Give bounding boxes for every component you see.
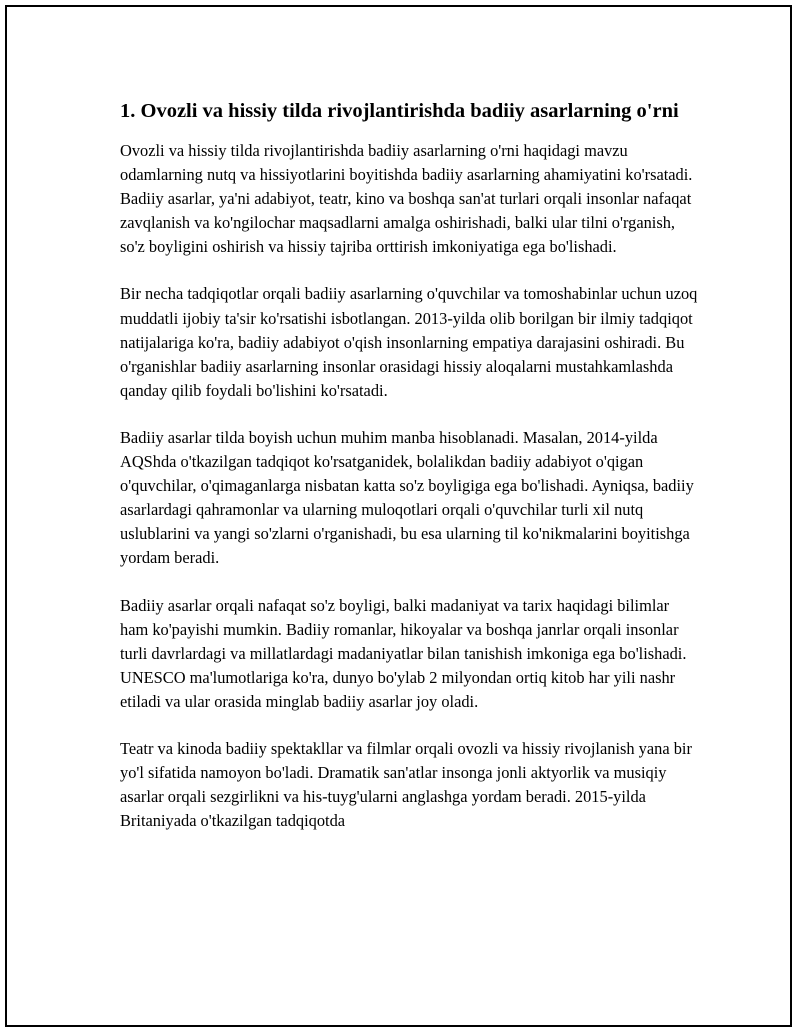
paragraph-5: Teatr va kinoda badiiy spektakllar va filmlar orqali ovozli va hissiy rivojlanish yana bir yo'l sifatida namoyon bo'ladi. Dramatik san'atlar insonga jonli aktyorlik va musiqiy asarlar orqali sezgirlikni va his-tuyg'ularni anglashga yordam beradi. 2015-yilda Britaniyada o'tkazilgan tadqiqotda [120,738,692,831]
document-body [120,97,700,856]
paragraph-1: Ovozli va hissiy tilda rivojlantirishda badiiy asarlarning o'rni haqidagi mavzu odamlarning nutq va hissiyotlarini boyitishda badiiy asarlarning ahamiyatini ko'rsatadi. Badiiy asarlar, ya'ni adabiyot, teatr, kino va boshqa san'at turlari orqali insonlar nafaqat zavqlanish va ko'ngilochar maqsadlarni amalga oshirishadi, balki ular tilni o'rganish, so'z boyligini oshirish va hissiy tajriba orttirish imkoniyatiga ega bo'lishadi. [120,141,693,257]
paragraph-4: Badiiy asarlar orqali nafaqat so'z boyligi, balki madaniyat va tarix haqidagi bilimlar ham ko'payishi mumkin. Badiiy romanlar, hikoyalar va boshqa janrlar orqali insonlar turli davrlardagi va millatlardagi madaniyatlar bilan tanishish imkoniga ega bo'lishadi. UNESCO ma'lumotlariga ko'ra, dunyo bo'ylab 2 milyondan ortiq kitob har yili nashr etiladi va ular orasida minglab badiiy asarlar joy oladi. [120,595,687,711]
page-frame [5,5,792,1027]
paragraph-2: Bir necha tadqiqotlar orqali badiiy asarlarning o'quvchilar va tomoshabinlar uchun uzoq muddatli ijobiy ta'sir ko'rsatishi isbotlangan. 2013-yilda olib borilgan bir ilmiy tadqiqot natijalariga ko'ra, badiiy adabiyot o'qish insonlarning empatiya darajasini oshiradi. Bu o'rganishlar badiiy asarlarning insonlar orasidagi hissiy aloqalarni mustahkamlashda qanday qilib foydali bo'lishini ko'rsatadi. [120,284,698,400]
section-heading: 1. Ovozli va hissiy tilda rivojlantirishda badiiy asarlarning o'rni [120,100,679,122]
paragraph-3: Badiiy asarlar tilda boyish uchun muhim manba hisoblanadi. Masalan, 2014-yilda AQShda o'tkazilgan tadqiqot ko'rsatganidek, bolalikdan badiiy adabiyot o'qigan o'quvchilar, o'qimaganlarga nisbatan katta so'z boyligiga ega bo'lishadi. Ayniqsa, badiiy asarlardagi qahramonlar va ularning muloqotlari orqali o'quvchilar turli xil nutq uslublarini va yangi so'zlarni o'rganishadi, bu esa ularning til ko'nikmalarini boyitishga yordam beradi. [120,427,694,568]
